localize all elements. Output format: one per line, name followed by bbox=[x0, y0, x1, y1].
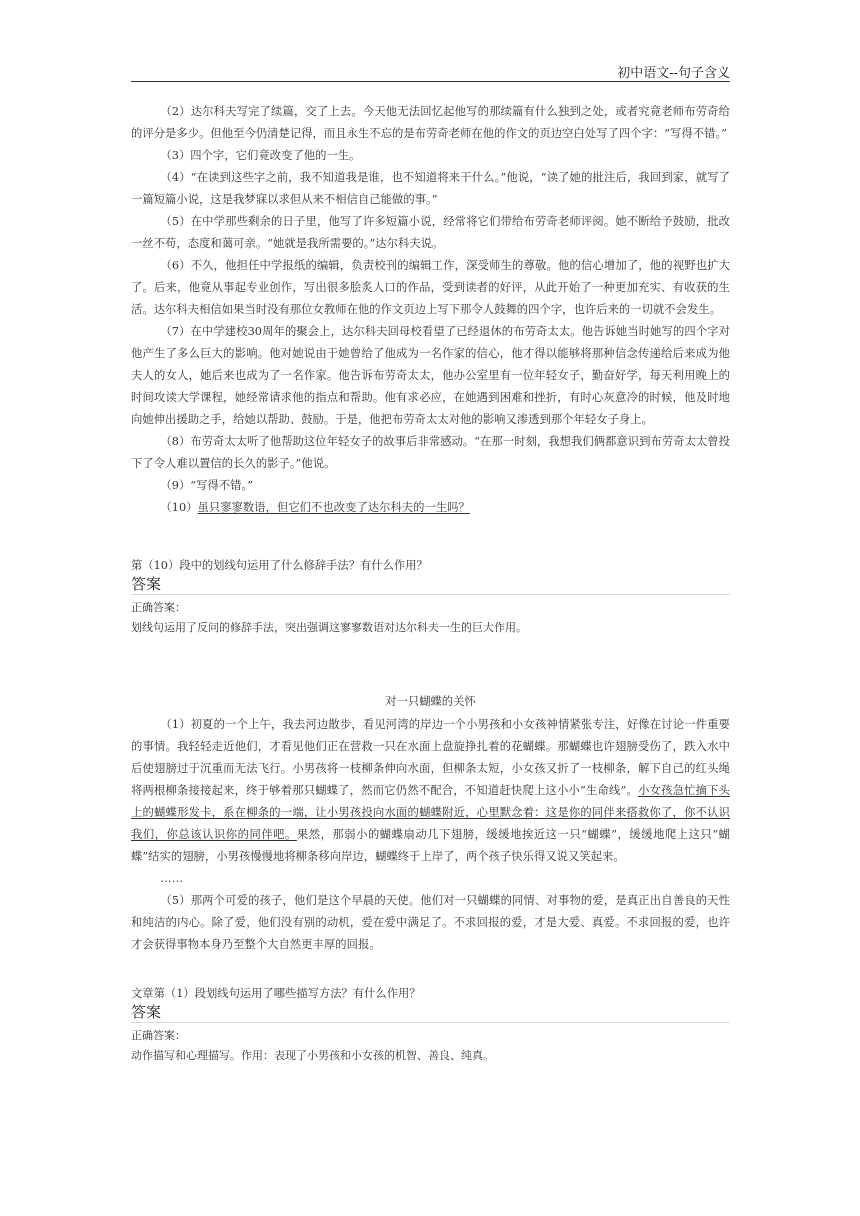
question-text: 第（10）段中的划线句运用了什么修辞手法？有什么作用？ bbox=[131, 559, 428, 572]
passage-2 bbox=[131, 692, 730, 956]
page-header bbox=[131, 62, 730, 82]
paragraph-10-prefix: （10） bbox=[160, 501, 198, 514]
underlined-sentence: 小女孩急忙摘下头上的蝴蝶形发卡，系在柳条的一端，让小男孩投向水面的蝴蝶附近，心里默念着：这是你的同伴来搭救你了，你不认识我们，你总该认识你的同伴吧。 bbox=[131, 784, 731, 841]
answer-label: 正确答案： bbox=[131, 1029, 186, 1042]
paragraph-1-text: （1）初夏的一个上午，我去河边散步，看见河湾的岸边一个小男孩和小女孩神情紧张专注，好像在讨论一件重要的事情。我轻轻走近他们，才看见他们正在营救一只在水面上盘旋挣扎着的花蝴蝶。那蝴蝶也许翅膀受伤了，跌入水中后使翅膀过于沉重而无法飞行。小男孩将一枝柳条伸向水面，但柳条太短，小女孩又折了一枝柳条，解下自己的红头绳将两根柳条接接起来，终于够着那只蝴蝶了，然而它仍然不配合，不知道赶快爬上这小小“生命线”。 bbox=[131, 718, 730, 797]
header-title: 初中语文--句子含义 bbox=[617, 66, 730, 81]
answer-text: 划线句运用了反问的修辞手法，突出强调这寥寥数语对达尔科夫一生的巨大作用。 bbox=[131, 621, 527, 634]
paragraph-1 bbox=[131, 714, 730, 868]
paragraph-8: （8）布劳奇太太听了他帮助这位年轻女子的故事后非常感动。“在那一时刻，我想我们俩都意识到布劳奇太太曾投下了令人难以置信的长久的影子。”他说。 bbox=[131, 435, 730, 470]
paragraph-4: （4）“在读到这些字之前，我不知道我是谁，也不知道将来干什么。”他说，“读了她的批注后，我回到家，就写了一篇短篇小说，这是我梦寐以求但从来不相信自己能做的事。” bbox=[131, 171, 730, 206]
paragraph-1-continuation: 果然，那弱小的蝴蝶扇动几下翅膀，缓缓地挨近这一只“蝴蝶”，缓缓地爬上这只“蝴蝶”结实的翅膀，小男孩慢慢地将柳条移向岸边，蝴蝶终于上岸了，两个孩子快乐得又说又笑起来。 bbox=[131, 828, 731, 863]
paragraph-6: （6）不久，他担任中学报纸的编辑，负责校刊的编辑工作，深受师生的尊敬。他的信心增加了，他的视野也扩大了。后来，他竟从事起专业创作，写出很多脍炙人口的作品，受到读者的好评，从此开始了一种更加充实、有收获的生活。达尔科夫相信如果当时没有那位女教师在他的作文页边上写下那令人鼓舞的四个字，也许后来的一切就不会发生。 bbox=[131, 259, 730, 316]
paragraph-5: （5）在中学那些剩余的日子里，他写了许多短篇小说，经常将它们带给布劳奇老师评阅。她不断给予鼓励，批改一丝不苟，态度和蔼可亲。“她就是我所需要的。”达尔科夫说。 bbox=[131, 215, 730, 250]
answer-heading: 答案 bbox=[131, 1003, 730, 1023]
question-2 bbox=[131, 985, 730, 1066]
ellipsis: …… bbox=[160, 872, 184, 885]
paragraph-3: （3）四个字，它们竟改变了他的一生。 bbox=[160, 149, 361, 162]
paragraph-5: （5）那两个可爱的孩子，他们是这个早晨的天使。他们对一只蝴蝶的同情、对事物的爱，是真正出自善良的天性和纯洁的内心。除了爱，他们没有别的动机，爱在爱中满足了。不求回报的爱，才是大爱、真爱。不求回报的爱，也许才会获得事物本身乃至整个大自然更丰厚的回报。 bbox=[131, 894, 730, 951]
paragraph-2: （2）达尔科夫写完了续篇，交了上去。今天他无法回忆起他写的那续篇有什么独到之处，或者究竟老师布劳奇给的评分是多少。但他至今仍清楚记得，而且永生不忘的是布劳奇老师在他的作文的页边空白处写了四个字：“写得不错。” bbox=[131, 105, 730, 140]
passage-1 bbox=[131, 101, 730, 519]
answer-label: 正确答案： bbox=[131, 601, 186, 614]
answer-heading: 答案 bbox=[131, 575, 730, 595]
passage-title: 对一只蝴蝶的关怀 bbox=[385, 695, 476, 708]
paragraph-7: （7）在中学建校30周年的聚会上，达尔科夫回母校看望了已经退休的布劳奇太太。他告诉她当时她写的四个字对他产生了多么巨大的影响。他对她说由于她曾给了他成为一名作家的信心，他才得以能够将那种信念传递给后来成为他夫人的女人，她后来也成为了一名作家。他告诉布劳奇太太，他办公室里有一位年轻女子，勤奋好学，每天利用晚上的时间攻读大学课程，她经常请求他的指点和帮助。他有求必应，在她遇到困难和挫折，有时心灰意冷的时候，他及时地向她伸出援助之手，给她以帮助、鼓励。于是，他把布劳奇太太对他的影响又渗透到那个年轻女子身上。 bbox=[131, 325, 730, 426]
paragraph-9: （9）“写得不错。” bbox=[160, 479, 254, 492]
answer-text: 动作描写和心理描写。作用：表现了小男孩和小女孩的机智、善良、纯真。 bbox=[131, 1049, 494, 1062]
question-text: 文章第（1）段划线句运用了哪些描写方法？有什么作用？ bbox=[131, 987, 421, 1000]
paragraph-10 bbox=[131, 497, 730, 519]
question-1 bbox=[131, 557, 730, 638]
underlined-sentence: 虽只寥寥数语，但它们不也改变了达尔科夫的一生吗？ bbox=[197, 501, 470, 514]
